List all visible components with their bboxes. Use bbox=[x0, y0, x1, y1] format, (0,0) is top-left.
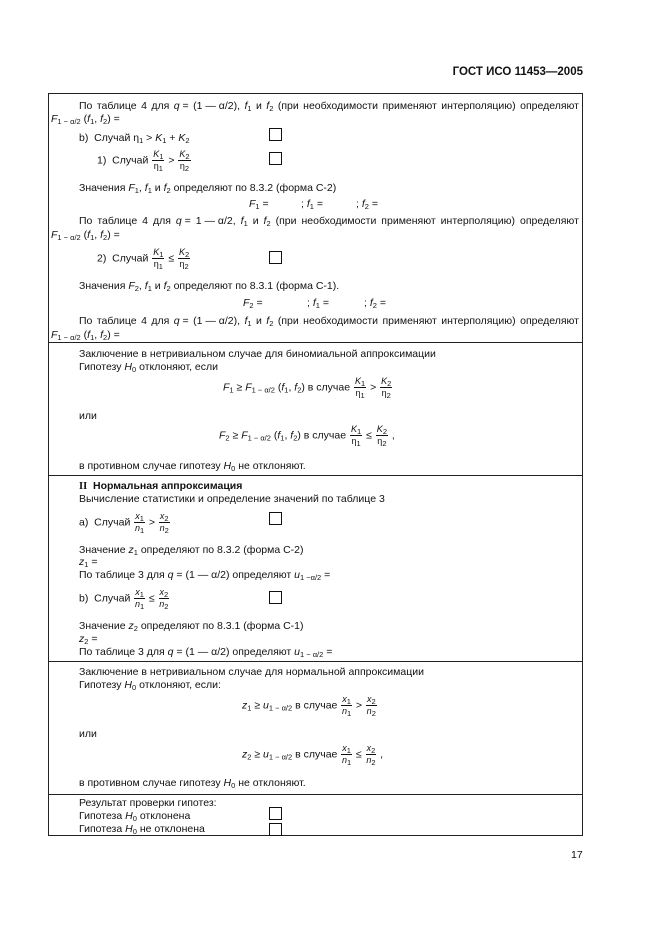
case-b-normal-condition: b) Случай $\frac{x_1}{n_1}$ ≤ $\frac{x_2}{n_2}$ bbox=[79, 587, 169, 611]
F1-value-field: $F_1$ = bbox=[249, 198, 269, 211]
row-divider-2 bbox=[49, 475, 582, 476]
row-divider-3 bbox=[49, 661, 582, 662]
normal-condition-1: $z_1 \ge u_{1 - \alpha/2}$ в случае $\frac{x_1}{n_1}$ > $\frac{x_2}{n_2}$ bbox=[242, 694, 376, 718]
u-quantile-ref-2: По таблице 3 для q = (1 — α/2) определяют $u_{1 - \alpha/2}$ = bbox=[79, 646, 333, 659]
form-table bbox=[48, 93, 583, 836]
table4-reference-3: По таблице 4 для q = (1 — α/2), $f_1$ и $f_2$ (при необходимости применяют интерполяцию) определяют bbox=[79, 315, 579, 328]
z1-value-field: $z_1$ = bbox=[79, 556, 98, 569]
binomial-otherwise: в противном случае гипотезу $H_0$ не отклоняют. bbox=[79, 460, 306, 473]
table4-reference-1: По таблице 4 для q = (1 — α/2), $f_1$ и $f_2$ (при необходимости применяют интерполяцию) определяют bbox=[79, 100, 579, 113]
f2-value-field: ; $f_2$ = bbox=[356, 198, 378, 211]
f2-value-field-b: ; $f_2$ = bbox=[364, 297, 386, 310]
page-number: 17 bbox=[571, 849, 583, 861]
case-a-condition: a) Случай $\frac{x_1}{n_1}$ > $\frac{x_2}{n_2}$ bbox=[79, 511, 169, 535]
hypothesis-not-rejected-checkbox[interactable] bbox=[269, 823, 282, 836]
binomial-conclusion-title: Заключение в нетривиальном случае для биномиальной аппроксимации bbox=[79, 348, 436, 360]
values-f1-source: Значения $F_1$, $f_1$ и $f_2$ определяют по 8.3.2 (форма С-2) bbox=[79, 182, 337, 195]
f-quantile-result-1: $F_{1 - \alpha/2}$ ($f_1$, $f_2$) = bbox=[51, 113, 120, 126]
normal-condition-2: $z_2 \ge u_{1 - \alpha/2}$ в случае $\frac{x_1}{n_1}$ ≤ $\frac{x_2}{n_2}$ , bbox=[242, 743, 384, 767]
z2-source: Значение $z_2$ определяют по 8.3.1 (форма С-1) bbox=[79, 620, 304, 633]
u-quantile-ref-1: По таблице 3 для q = (1 — α/2) определяют $u_{1 -\alpha/2}$ = bbox=[79, 569, 331, 582]
case-a-checkbox[interactable] bbox=[269, 512, 282, 525]
case-b-normal-checkbox[interactable] bbox=[269, 591, 282, 604]
binomial-condition-1: $F_1 \ge F_{1 - \alpha/2}$ ($f_1$, $f_2$) в случае $\frac{K_1}{\eta_1}$ > $\frac{K_2}{\eta_2}$ bbox=[223, 376, 392, 400]
values-f2-source: Значения $F_2$, $f_1$ и $f_2$ определяют по 8.3.1 (форма С-1). bbox=[79, 280, 340, 293]
result-title: Результат проверки гипотез: bbox=[79, 797, 217, 809]
normal-reject-if: Гипотезу $H_0$ отклоняют, если: bbox=[79, 679, 221, 692]
case-1-condition: 1) Случай $\frac{K_1}{\eta_1}$ > $\frac{K_2}{\eta_2}$ bbox=[97, 149, 190, 173]
case-b-condition: b) Случай $\eta_1 > K_1 + K_2$ bbox=[79, 132, 190, 145]
normal-conclusion-title: Заключение в нетривиальном случае для нормальной аппроксимации bbox=[79, 666, 424, 678]
normal-or: или bbox=[79, 728, 97, 740]
F2-value-field: $F_2$ = bbox=[243, 297, 263, 310]
hypothesis-not-rejected-label: Гипотеза $H_0$ не отклонена bbox=[79, 823, 205, 836]
f1-value-field: ; $f_1$ = bbox=[301, 198, 323, 211]
normal-approx-heading: II Нормальная аппроксимация bbox=[79, 480, 243, 492]
f-quantile-result-2: $F_{1 - \alpha/2}$ ($f_1$, $f_2$) = bbox=[51, 229, 120, 242]
normal-approx-subtitle: Вычисление статистики и определение значений по таблице 3 bbox=[79, 493, 385, 505]
case-2-checkbox[interactable] bbox=[269, 251, 282, 264]
table4-reference-2: По таблице 4 для q = 1 — α/2, $f_1$ и $f_2$ (при необходимости применяют интерполяцию) определяют bbox=[79, 215, 579, 228]
f-quantile-result-3: $F_{1 - \alpha/2}$ ($f_1$, $f_2$) = bbox=[51, 329, 120, 342]
row-divider-4 bbox=[49, 794, 582, 795]
binomial-or: или bbox=[79, 410, 97, 422]
row-divider-1 bbox=[49, 342, 582, 343]
z2-value-field: $z_2$ = bbox=[79, 633, 98, 646]
z1-source: Значение $z_1$ определяют по 8.3.2 (форма С-2) bbox=[79, 544, 304, 557]
case-b-checkbox[interactable] bbox=[269, 128, 282, 141]
case-2-condition: 2) Случай $\frac{K_1}{\eta_1}$ ≤ $\frac{K_2}{\eta_2}$ bbox=[97, 247, 190, 271]
hypothesis-rejected-checkbox[interactable] bbox=[269, 807, 282, 820]
binomial-condition-2: $F_2 \ge F_{1 - \alpha/2}$ ($f_1$, $f_2$) в случае $\frac{K_1}{\eta_1}$ ≤ $\frac{K_2}{\eta_2}$ , bbox=[219, 424, 395, 448]
hypothesis-rejected-label: Гипотеза $H_0$ отклонена bbox=[79, 810, 191, 823]
document-header: ГОСТ ИСО 11453—2005 bbox=[452, 66, 583, 78]
f1-value-field-b: ; $f_1$ = bbox=[307, 297, 329, 310]
binomial-reject-if: Гипотезу $H_0$ отклоняют, если bbox=[79, 361, 219, 374]
normal-otherwise: в противном случае гипотезу $H_0$ не отклоняют. bbox=[79, 777, 306, 790]
case-1-checkbox[interactable] bbox=[269, 152, 282, 165]
